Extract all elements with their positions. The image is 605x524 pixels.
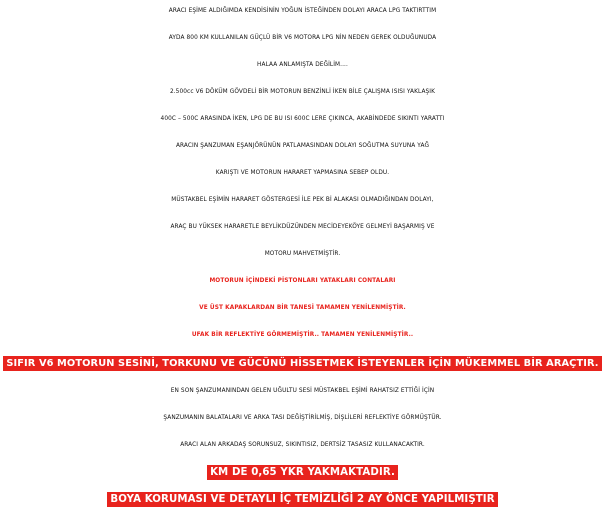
text-line: MÜSTAKBEL EŞİMİN HARARET GÖSTERGESİ İLE PEK Bİ ALAKASI OLMADIĞINDAN DOLAYI,	[171, 197, 434, 203]
highlight-line	[0, 356, 605, 371]
highlight-line	[0, 465, 605, 480]
text-line: KARIŞTI VE MOTORUN HARARET YAPMASINA SEBEP OLDU.	[215, 170, 390, 176]
text-line: ARAÇ BU YÜKSEK HARARETLE BEYLİKDÜZÜNDEN MECİDEYEKÖYE GELMEYİ BAŞARMIŞ VE	[170, 224, 435, 230]
text-line: ARACI EŞİME ALDIĞIMDA KENDİSİNİN YOĞUN İSTEĞİNDEN DOLAYI ARACA LPG TAKTIRTTIM	[168, 8, 437, 14]
highlight-line	[0, 492, 605, 507]
text-line: ARACI ALAN ARKADAŞ SORUNSUZ, SIKINTISIZ, DERTSİZ TASASIZ KULLANACAKTIR.	[180, 442, 425, 448]
highlighted-text: KM DE 0,65 YKR YAKMAKTADIR.	[207, 465, 398, 480]
red-emphasis-line: VE ÜST KAPAKLARDAN BİR TANESİ TAMAMEN YENİLENMİŞTİR.	[199, 305, 406, 311]
text-line: ARACIN ŞANZUMAN EŞANJÖRÜNÜN PATLAMASINDAN DOLAYI SOĞUTMA SUYUNA YAĞ	[175, 143, 430, 149]
text-line: 400C – 500C ARASINDA İKEN, LPG DE BU ISI 600C LERE ÇIKINCA, AKABİNDEDE SIKINTI YARATTI	[160, 116, 445, 122]
text-line: HALAA ANLAMIŞTA DEĞİLİM....	[257, 62, 348, 68]
text-line: EN SON ŞANZUMANINDAN GELEN UĞULTU SESİ MÜSTAKBEL EŞİMİ RAHATSIZ ETTİĞİ İÇİN	[170, 388, 435, 394]
text-line: MOTORU MAHVETMİŞTİR.	[264, 251, 341, 257]
highlighted-text: BOYA KORUMASI VE DETAYLI İÇ TEMİZLİĞİ 2 AY ÖNCE YAPILMIŞTIR	[107, 492, 497, 507]
text-line: 2.500cc V6 DÖKÜM GÖVDELİ BİR MOTORUN BENZİNLİ İKEN BİLE ÇALIŞMA ISISI YAKLAŞIK	[169, 89, 436, 95]
highlighted-text: SIFIR V6 MOTORUN SESİNİ, TORKUNU VE GÜCÜNÜ HİSSETMEK İSTEYENLER İÇİN MÜKEMMEL BİR ARAÇTIR.	[3, 356, 601, 371]
text-line: AYDA 800 KM KULLANILAN GÜÇLÜ BİR V6 MOTORA LPG NİN NEDEN GEREK OLDUĞUNUDA	[168, 35, 437, 41]
red-emphasis-line: MOTORUN İÇİNDEKİ PİSTONLARI YATAKLARI CONTALARI	[209, 278, 396, 284]
text-line: ŞANZUMANIN BALATALARI VE ARKA TASI DEĞİŞTİRİLMİŞ, DİŞLİLERİ REFLEKTİYE GÖRMÜŞTÜR.	[163, 415, 442, 421]
red-emphasis-line: UFAK BİR REFLEKTİYE GÖRMEMİŞTİR.. TAMAMEN YENİLENMİŞTİR..	[191, 332, 414, 338]
